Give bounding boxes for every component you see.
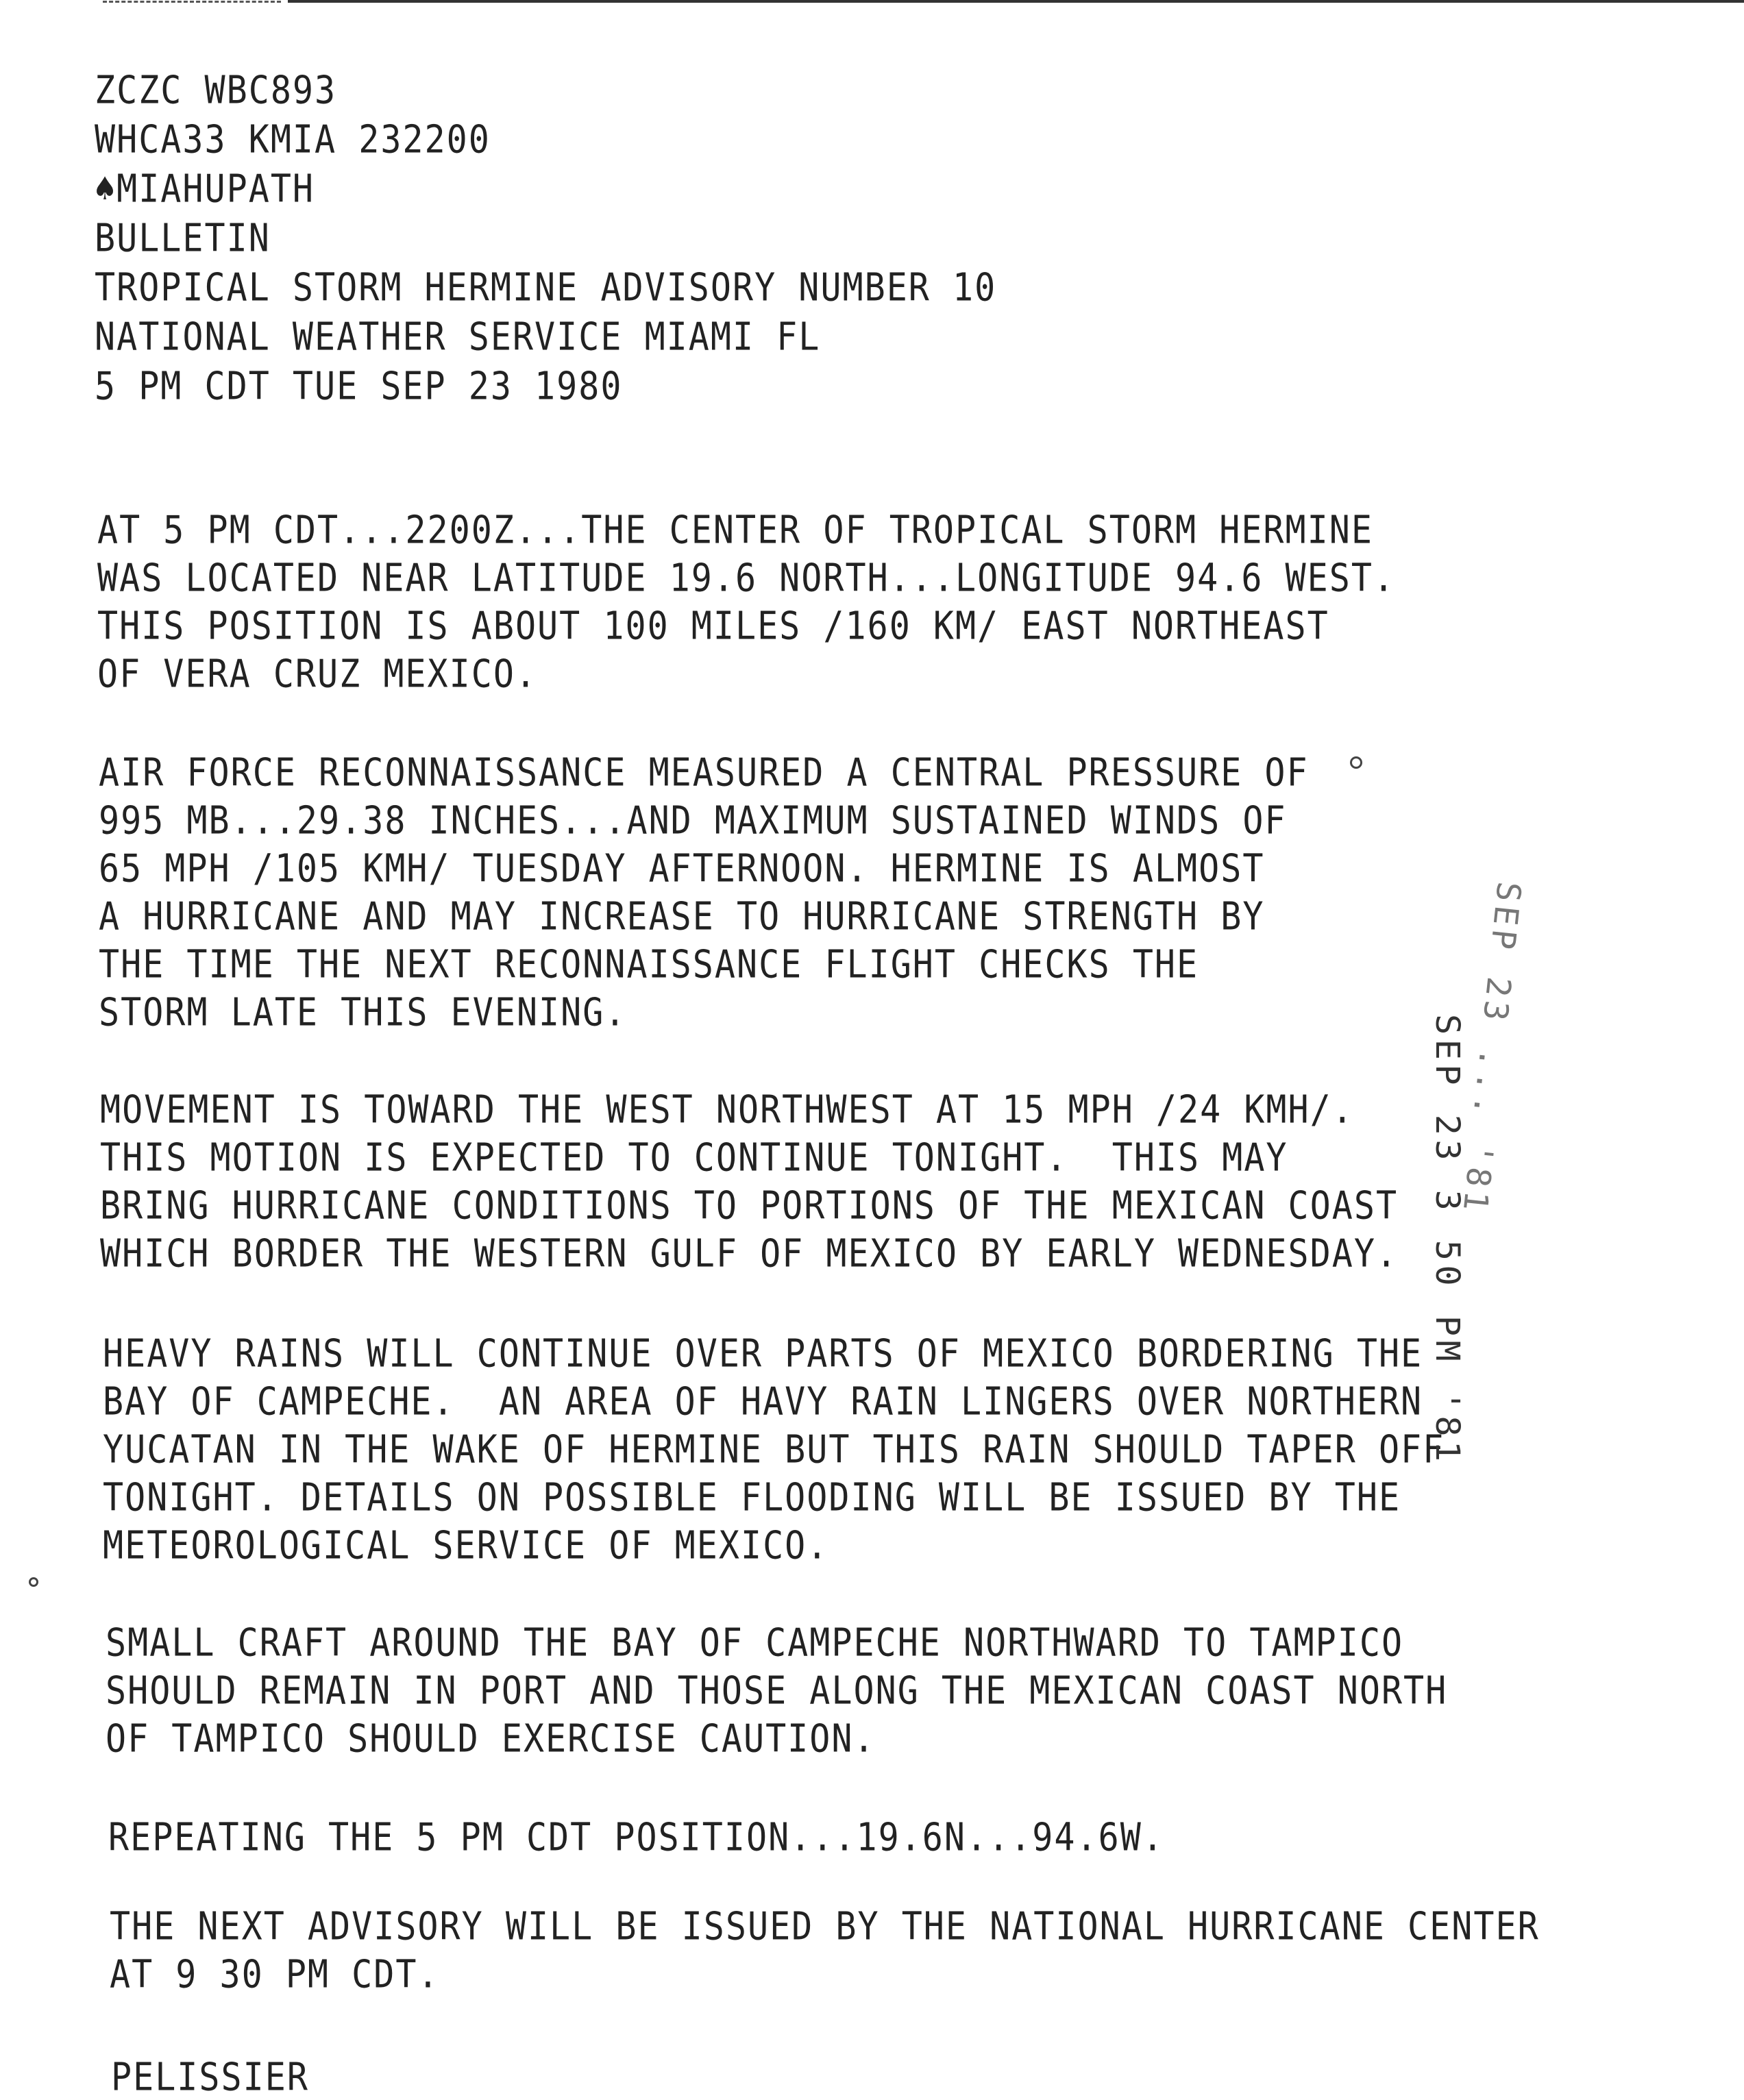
body-line: OF VERA CRUZ MEXICO.: [97, 652, 538, 697]
top-edge-dashes: [103, 1, 281, 3]
body-line: TONIGHT. DETAILS ON POSSIBLE FLOODING WILL BE ISSUED BY THE: [103, 1475, 1401, 1520]
body-line: A HURRICANE AND MAY INCREASE TO HURRICANE STRENGTH BY: [99, 894, 1265, 939]
body-line: AT 9 30 PM CDT.: [110, 1952, 440, 1997]
body-line: WHICH BORDER THE WESTERN GULF OF MEXICO BY EARLY WEDNESDAY.: [100, 1231, 1399, 1276]
top-edge-rule: [288, 0, 1744, 3]
signature: PELISSIER: [111, 2055, 309, 2100]
paper-speck: [29, 1577, 38, 1587]
paper-speck: [1350, 756, 1362, 769]
header-line: BULLETIN: [95, 216, 271, 261]
body-line: BAY OF CAMPECHE. AN AREA OF HAVY RAIN LINGERS OVER NORTHERN: [103, 1379, 1423, 1424]
body-line: OF TAMPICO SHOULD EXERCISE CAUTION.: [106, 1716, 876, 1762]
body-line: SHOULD REMAIN IN PORT AND THOSE ALONG THE MEXICAN COAST NORTH: [106, 1668, 1448, 1714]
header-line: TROPICAL STORM HERMINE ADVISORY NUMBER 10: [95, 265, 997, 310]
body-line: SMALL CRAFT AROUND THE BAY OF CAMPECHE NORTHWARD TO TAMPICO: [106, 1620, 1404, 1666]
header-line: 5 PM CDT TUE SEP 23 1980: [95, 364, 623, 409]
body-line: THIS MOTION IS EXPECTED TO CONTINUE TONIGHT. THIS MAY: [100, 1135, 1288, 1181]
body-line: YUCATAN IN THE WAKE OF HERMINE BUT THIS RAIN SHOULD TAPER OFF: [103, 1427, 1445, 1472]
header-line: NATIONAL WEATHER SERVICE MIAMI FL: [95, 314, 821, 360]
body-line: STORM LATE THIS EVENING.: [99, 990, 627, 1035]
body-line: 995 MB...29.38 INCHES...AND MAXIMUM SUSTAINED WINDS OF: [99, 798, 1287, 843]
body-line: MOVEMENT IS TOWARD THE WEST NORTHWEST AT 15 MPH /24 KMH/.: [100, 1087, 1354, 1133]
body-line: AIR FORCE RECONNAISSANCE MEASURED A CENTRAL PRESSURE OF: [99, 750, 1309, 795]
body-line: METEOROLOGICAL SERVICE OF MEXICO.: [103, 1523, 829, 1568]
body-line: 65 MPH /105 KMH/ TUESDAY AFTERNOON. HERMINE IS ALMOST: [99, 846, 1265, 891]
body-line: BRING HURRICANE CONDITIONS TO PORTIONS OF THE MEXICAN COAST: [100, 1183, 1399, 1228]
body-line: HEAVY RAINS WILL CONTINUE OVER PARTS OF MEXICO BORDERING THE: [103, 1331, 1423, 1376]
body-line: THIS POSITION IS ABOUT 100 MILES /160 KM/ EAST NORTHEAST: [97, 604, 1329, 649]
body-line: THE NEXT ADVISORY WILL BE ISSUED BY THE NATIONAL HURRICANE CENTER: [110, 1904, 1540, 1949]
body-line: THE TIME THE NEXT RECONNAISSANCE FLIGHT CHECKS THE: [99, 942, 1199, 987]
received-stamp-faint: SEP 23 ... '81: [1455, 880, 1528, 1217]
header-line: WHCA33 KMIA 232200: [95, 117, 491, 162]
body-line: WAS LOCATED NEAR LATITUDE 19.6 NORTH...LONGITUDE 94.6 WEST.: [97, 556, 1396, 601]
received-stamp: SEP 23 3 50 PM '81: [1428, 1014, 1466, 1466]
header-line: ZCZC WBC893: [95, 68, 337, 113]
body-line: REPEATING THE 5 PM CDT POSITION...19.6N...94.6W.: [108, 1815, 1164, 1860]
header-line: ♠MIAHUPATH: [95, 166, 315, 212]
body-line: AT 5 PM CDT...2200Z...THE CENTER OF TROPICAL STORM HERMINE: [97, 508, 1373, 553]
